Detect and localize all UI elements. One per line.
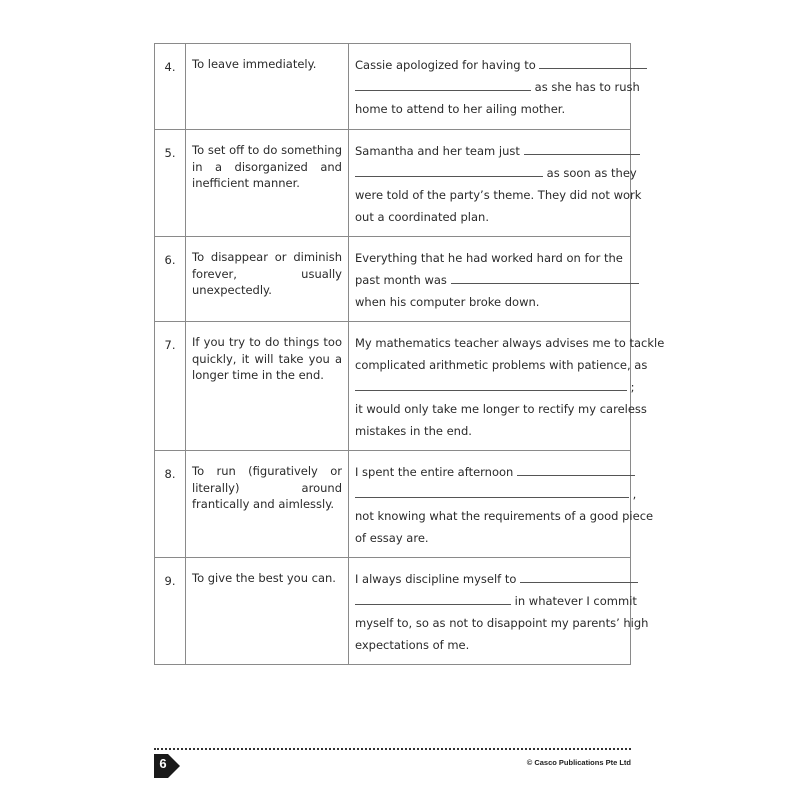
sentence-text: mistakes in the end. xyxy=(355,424,472,438)
sentence-text: when his computer broke down. xyxy=(355,295,540,309)
sentence-text: Cassie apologized for having to xyxy=(355,58,536,72)
table-row xyxy=(155,44,631,130)
item-number: 5. xyxy=(155,130,186,237)
sentence-text: complicated arithmetic problems with patience, as xyxy=(355,358,648,372)
answer-blank[interactable] xyxy=(355,78,531,91)
definition-text: If you try to do things too quickly, it will take you a longer time in the end. xyxy=(186,322,349,451)
sentence-text: not knowing what the requirements of a good piece xyxy=(355,509,654,523)
answer-blank[interactable] xyxy=(355,592,511,605)
sentence-cell xyxy=(349,451,654,558)
sentence-cell xyxy=(349,322,665,451)
sentence-text: past month was xyxy=(355,273,447,287)
sentence-text: ; xyxy=(630,380,635,394)
idiom-table xyxy=(154,43,665,665)
item-number: 8. xyxy=(155,451,186,558)
sentence-text: of essay are. xyxy=(355,531,429,545)
dotted-divider xyxy=(154,748,631,750)
sentence-text: myself to, so as not to disappoint my parents’ high xyxy=(355,616,649,630)
sentence-text: expectations of me. xyxy=(355,638,470,652)
answer-blank[interactable] xyxy=(517,463,635,476)
item-number: 9. xyxy=(155,558,186,665)
table-row xyxy=(155,130,631,237)
sentence-cell xyxy=(349,558,649,665)
answer-blank[interactable] xyxy=(355,164,543,177)
definition-text: To disappear or diminish forever, usually unexpectedly. xyxy=(186,237,349,322)
sentence-text: it would only take me longer to rectify my careless xyxy=(355,402,647,416)
sentence-text: Everything that he had worked hard on for the xyxy=(355,251,623,265)
sentence-text: Samantha and her team just xyxy=(355,144,520,158)
sentence-text: out a coordinated plan. xyxy=(355,210,489,224)
sentence-text: as she has to rush xyxy=(534,80,640,94)
table-row xyxy=(155,451,631,558)
sentence-cell xyxy=(349,130,642,237)
definition-text: To leave immediately. xyxy=(186,44,349,130)
item-number: 7. xyxy=(155,322,186,451)
page-number: 6 xyxy=(159,756,167,771)
sentence-cell xyxy=(349,44,640,130)
copyright-text: © Casco Publications Pte Ltd xyxy=(526,758,631,767)
answer-blank[interactable] xyxy=(355,485,629,498)
definition-text: To give the best you can. xyxy=(186,558,349,665)
table-row xyxy=(155,558,631,665)
sentence-text: in whatever I commit xyxy=(514,594,637,608)
sentence-text: I always discipline myself to xyxy=(355,572,517,586)
sentence-text: , xyxy=(632,487,637,501)
answer-blank[interactable] xyxy=(524,142,640,155)
item-number: 4. xyxy=(155,44,186,130)
answer-blank[interactable] xyxy=(539,56,647,69)
definition-text: To set off to do something in a disorganized and inefficient manner. xyxy=(186,130,349,237)
sentence-text: I spent the entire afternoon xyxy=(355,465,514,479)
sentence-text: as soon as they xyxy=(546,166,637,180)
sentence-text: My mathematics teacher always advises me to tackle xyxy=(355,336,665,350)
answer-blank[interactable] xyxy=(355,378,627,391)
sentence-text: were told of the party’s theme. They did not work xyxy=(355,188,642,202)
sentence-text: home to attend to her ailing mother. xyxy=(355,102,566,116)
table-row xyxy=(155,237,631,322)
definition-text: To run (figuratively or literally) around frantically and aimlessly. xyxy=(186,451,349,558)
item-number: 6. xyxy=(155,237,186,322)
answer-blank[interactable] xyxy=(520,570,638,583)
answer-blank[interactable] xyxy=(451,271,639,284)
sentence-cell xyxy=(349,237,631,322)
table-row xyxy=(155,322,631,451)
page-footer xyxy=(154,748,631,778)
exercise-sheet xyxy=(154,43,665,665)
